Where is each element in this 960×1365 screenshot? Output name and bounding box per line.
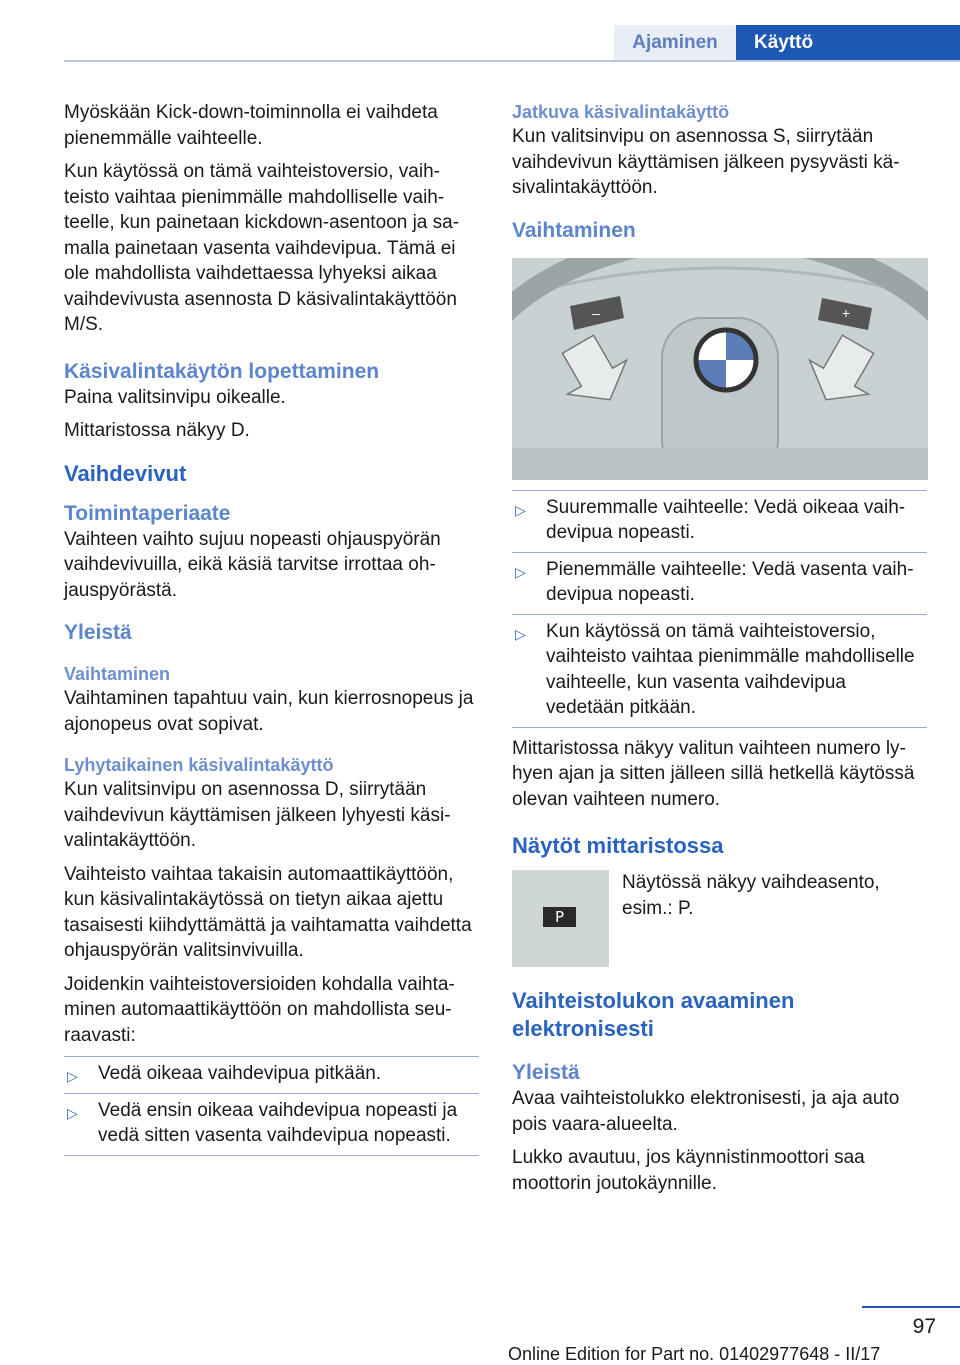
heading-paddles: Vaihdevivut [64,460,187,486]
list-item-text: Vedä ensin oikeaa vaihdevipua nopeasti ja vedä sitten vasenta vaihdevipua nopeasti. [98,1099,458,1146]
triangle-bullet-icon: ▷ [515,501,526,518]
paragraph: Joidenkin vaihteistoversioiden kohdalla vaihtaminen automaattikäyttöön on mahdollista seuraavasti: [64,973,455,1046]
paragraph: Mittaristossa näkyy D. [64,420,250,441]
triangle-bullet-icon: ▷ [515,563,526,580]
list-item-text: Vedä oikeaa vaihdevipua pitkään. [98,1063,382,1084]
list-item [64,1057,479,1094]
paragraph: Vaihteisto vaihtaa takaisin automaattikäyttöön, kun käsivalintakäytössä on tietyn aikaa ajettu tasaisesti kiihdyttämättä ja vaihtamatta vaihdetta ohjauspyörän valitsinvivuilla. [64,863,472,961]
list-item [512,491,927,553]
list-item [512,553,927,615]
triangle-bullet-icon: ▷ [67,1068,78,1084]
left-column [64,100,479,1164]
heading-general: Yleistä [64,621,132,644]
heading-principle: Toimintaperiaate [64,501,231,525]
heading-short-manual: Lyhytaikainen käsivalintakäyttö [64,755,334,775]
triangle-bullet-icon: ▷ [515,625,526,642]
list-item-text: Pienemmälle vaihteelle: Vedä vasenta vaihdevipua nopeasti. [546,558,914,605]
steering-wheel-illustration [512,258,928,480]
heading-shifting: Vaihtaminen [64,664,171,684]
header-section-tab: Ajaminen [614,25,736,61]
heading-unlock: Vaihteistolukon avaaminen elektronisesti [512,988,795,1041]
paragraph: Vaihteen vaihto sujuu nopeasti ohjauspyörän vaihdevivuilla, eikä käsiä tarvitse irrottaa ohjauspyörästä. [64,528,441,601]
edition-note: Online Edition for Part no. 01402977648 - II/17 [508,1344,881,1364]
paragraph: Mittaristossa näkyy valitun vaihteen numero lyhyen ajan ja sitten jälleen sillä hetkellä käytössä olevan vaihteen numero. [512,737,915,810]
paragraph: Paina valitsinvipu oikealle. [64,386,286,408]
display-description: Näytössä näkyy vaihdeasento, esim.: P. [622,872,880,919]
paragraph: Kun valitsinvipu on asennossa S, siirrytään vaihdevivun käyttämisen jälkeen pysyvästi käsivalintakäyttöön. [512,126,900,198]
plus-paddle-label: + [841,304,851,321]
list-item [64,1094,479,1156]
triangle-bullet-icon: ▷ [67,1104,78,1121]
header-chapter-tab: Käyttö [736,25,960,61]
page-number: 97 [912,1315,936,1338]
gear-indicator: P [543,907,576,927]
right-column [512,100,927,1204]
paragraph: Myöskään Kick-down-toiminnolla ei vaihdeta pienemmälle vaihteelle. [64,102,438,149]
paragraph: Vaihtaminen tapahtuu vain, kun kierrosnopeus ja ajonopeus ovat sopivat. [64,688,474,735]
list-item-text: Suuremmalle vaihteelle: Vedä oikeaa vaihdevipua nopeasti. [546,496,906,543]
list-item-text: Kun käytössä on tämä vaihteistoversio, vaihteisto vaihtaa pienimmälle mahdolliselle vaihteelle, kun vasenta vaihdevipua vedetään pitkään. [546,620,915,718]
paragraph: Kun valitsinvipu on asennossa D, siirrytään vaihdevivun käyttämisen jälkeen lyhyesti käsivalintakäyttöön. [64,779,451,851]
heading-shifting-right: Vaihtaminen [512,218,636,242]
heading-displays: Näytöt mittaristossa [512,833,724,858]
minus-paddle-label: – [592,304,600,321]
bullet-list [64,1056,479,1156]
gear-display-illustration [512,870,609,967]
heading-end-manual: Käsivalintakäytön lopettaminen [64,359,380,383]
paragraph: Lukko avautuu, jos käynnistinmoottori saa moottorin joutokäynnille. [512,1147,865,1194]
paragraph: Avaa vaihteistolukko elektronisesti, ja aja auto pois vaara-alueelta. [512,1088,900,1135]
heading-general-right: Yleistä [512,1061,580,1084]
heading-continuous-manual: Jatkuva käsivalintakäyttö [512,102,730,122]
display-example [512,870,927,967]
bullet-list [512,490,927,728]
list-item [512,615,927,728]
footer-rule [862,1306,960,1308]
paragraph: Kun käytössä on tämä vaihteistoversio, vaihteisto vaihtaa pienimmälle mahdolliselle vaihteelle, kun painetaan kickdown-asentoon ja samalla painetaan vasenta vaihdevipua. Tämä ei ole mahdollista vaihdettaessa lyhyeksi aikaa vaihdevivusta asennosta D käsivalintakäyttöön M/S. [64,161,460,335]
header-rule [64,60,960,62]
